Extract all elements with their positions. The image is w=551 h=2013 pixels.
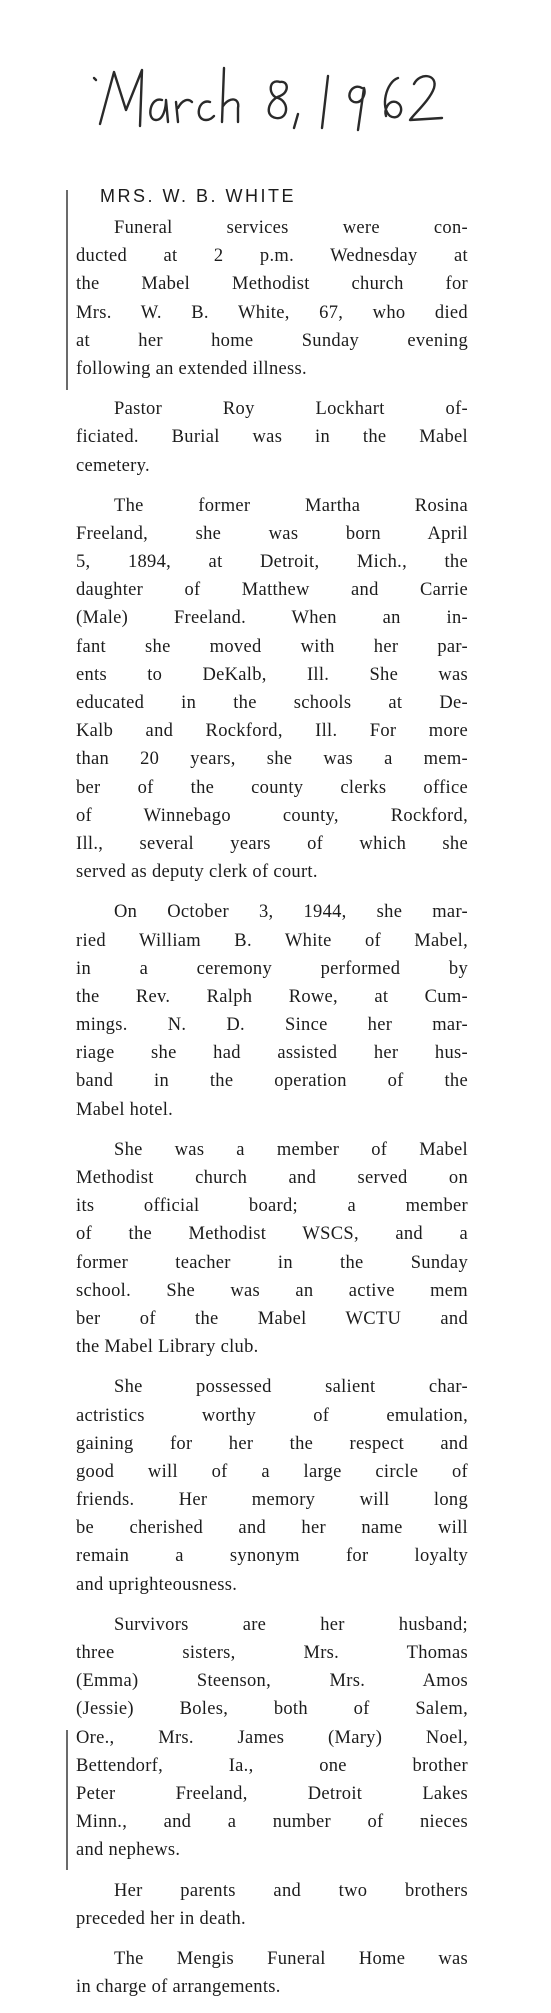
text-line: Her parents and two brothers — [114, 1880, 468, 1901]
text-line: three sisters, Mrs. Thomas — [76, 1643, 468, 1663]
obituary-paragraph — [76, 1877, 468, 1933]
text-line: ried William B. White of Mabel, — [76, 930, 468, 951]
text-line: former teacher in the Sunday — [76, 1252, 468, 1273]
text-line: Methodist church and served on — [76, 1168, 468, 1188]
text-line: remain a synonym for loyalty — [76, 1546, 468, 1567]
obituary-paragraph — [76, 1611, 468, 1865]
text-line: the Mabel Methodist church for — [76, 274, 468, 295]
text-line: ficiated. Burial was in the Mabel — [76, 427, 468, 448]
text-line: ber of the Mabel WCTU and — [76, 1308, 468, 1329]
obituary-headline: MRS. W. B. WHITE — [100, 186, 296, 206]
text-line: daughter of Matthew and Carrie — [76, 580, 468, 601]
obituary-paragraph — [76, 214, 468, 383]
text-line: The former Martha Rosina — [114, 495, 468, 516]
text-line: 5, 1894, at Detroit, Mich., the — [76, 552, 468, 573]
text-line: in a ceremony performed by — [76, 958, 468, 979]
obituary-body — [76, 214, 468, 2013]
text-line: On October 3, 1944, she mar- — [114, 902, 468, 923]
obituary-paragraph — [76, 492, 468, 887]
text-line: Bettendorf, Ia., one brother — [76, 1755, 468, 1776]
text-line: She was a member of Mabel — [114, 1139, 468, 1160]
text-line: She possessed salient char- — [114, 1377, 468, 1398]
text-line: (Emma) Steenson, Mrs. Amos — [76, 1671, 468, 1692]
text-line: and uprighteousness. — [76, 1574, 238, 1595]
text-line: (Male) Freeland. When an in- — [76, 608, 468, 629]
text-line: the Rev. Ralph Rowe, at Cum- — [76, 986, 468, 1007]
text-line: band in the operation of the — [76, 1071, 468, 1092]
text-line: at her home Sunday evening — [76, 330, 468, 351]
text-line: Survivors are her husband; — [114, 1614, 468, 1635]
obituary-paragraph — [76, 1136, 468, 1362]
text-line: Pastor Roy Lockhart of- — [114, 399, 468, 420]
text-line: of Winnebago county, Rockford, — [76, 805, 468, 826]
text-line: ducted at 2 p.m. Wednesday at — [76, 246, 468, 267]
text-line: educated in the schools at De- — [76, 693, 468, 713]
text-line: The Mengis Funeral Home was — [114, 1948, 468, 1969]
text-line: be cherished and her name will — [76, 1518, 468, 1539]
text-line: cemetery. — [76, 455, 150, 476]
handwritten-date — [92, 58, 452, 138]
clipping-edge-mark — [66, 190, 68, 390]
obituary-paragraph — [76, 1373, 468, 1599]
text-line: fant she moved with her par- — [76, 636, 468, 657]
obituary-paragraph — [76, 898, 468, 1124]
text-line: school. She was an active mem — [76, 1280, 468, 1301]
text-line: actristics worthy of emulation, — [76, 1405, 468, 1426]
text-line: Mrs. W. B. White, 67, who died — [76, 302, 468, 323]
text-line: than 20 years, she was a mem- — [76, 749, 468, 770]
text-line: ents to DeKalb, Ill. She was — [76, 664, 468, 685]
text-line: in charge of arrangements. — [76, 1977, 281, 1998]
obituary-paragraph — [76, 395, 468, 480]
text-line: preceded her in death. — [76, 1908, 246, 1929]
text-line: Minn., and a number of nieces — [76, 1812, 468, 1833]
text-line: Kalb and Rockford, Ill. For more — [76, 721, 468, 742]
obituary-paragraph — [76, 1945, 468, 2001]
clipping-edge-mark-lower — [66, 1730, 68, 1870]
text-line: ber of the county clerks office — [76, 777, 468, 798]
text-line: good will of a large circle of — [76, 1461, 468, 1482]
text-line: the Mabel Library club. — [76, 1337, 259, 1358]
text-line: Freeland, she was born April — [76, 523, 468, 544]
text-line: served as deputy clerk of court. — [76, 862, 318, 883]
text-line: Funeral services were con- — [114, 218, 468, 238]
text-line: riage she had assisted her hus- — [76, 1043, 468, 1064]
text-line: and nephews. — [76, 1840, 181, 1861]
handwritten-date-drawing — [92, 58, 452, 138]
text-line: mings. N. D. Since her mar- — [76, 1015, 468, 1036]
text-line: gaining for her the respect and — [76, 1433, 468, 1454]
text-line: Ill., several years of which she — [76, 833, 468, 854]
text-line: of the Methodist WSCS, and a — [76, 1224, 468, 1245]
text-line: Mabel hotel. — [76, 1099, 174, 1120]
text-line: friends. Her memory will long — [76, 1490, 468, 1511]
text-line: following an extended illness. — [76, 358, 307, 379]
text-line: Peter Freeland, Detroit Lakes — [76, 1783, 468, 1804]
text-line: (Jessie) Boles, both of Salem, — [76, 1699, 468, 1720]
text-line: its official board; a member — [76, 1196, 468, 1217]
text-line: Ore., Mrs. James (Mary) Noel, — [76, 1727, 468, 1748]
